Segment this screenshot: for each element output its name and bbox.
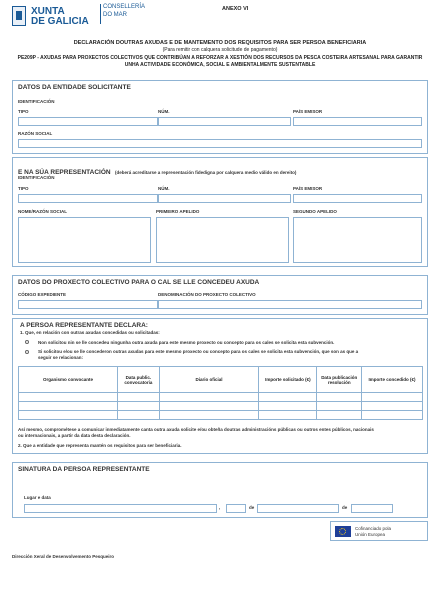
de-sep-1: de [249,505,255,510]
other-aids-table [18,366,423,420]
logo-divider [100,4,101,24]
table-header-row [19,367,423,393]
razon-field[interactable] [18,139,422,148]
th-importe-concedido: Importe concedido (€) [361,367,422,393]
denominacion-label: DENOMINACIÓN DO PROXECTO COLECTIVO [158,292,256,297]
declara-item-2: 2. Que a entidade que representa mantén os requisitos para ser beneficiaria. [18,443,182,448]
section-representacion-header: E NA SÚA REPRESENTACIÓN [18,169,111,176]
document-title: DECLARACIÓN DOUTRAS AXUDAS E DE MANTEMENTO DOS REQUISITOS PARA SER PERSOA BENEFICIARIA [73,40,367,46]
option-si-line2: seguir se relacionan: [38,355,84,360]
option-non-radio[interactable] [25,340,29,344]
footer-text: Dirección Xeral de Desenvolvemento Pesqueiro [12,554,115,559]
section-representacion-heading [18,161,296,179]
option-si-line1: Si solicitou e/ou se lle concederon outras axudas para este mesmo proxecto ou concepto para os cales se solicita esta subvención, que son as que a [38,349,359,354]
pais-field[interactable] [293,194,422,203]
razon-label: RAZÓN SOCIAL [18,131,53,136]
section-solicitante [12,80,428,154]
compromiso-text [18,427,374,439]
day-field[interactable] [226,504,246,513]
section-representacion [12,157,428,267]
section-proxecto-header: DATOS DO PROXECTO COLECTIVO PARA O CAL SE LLE CONCEDEU AXUDA [18,279,260,286]
nombre-label: NOME/RAZÓN SOCIAL [18,209,67,214]
pais-label: PAÍS EMISOR [293,186,323,191]
declara-item-1: 1. Que, en relación con outras axudas concedidas ou solicitadas: [20,330,160,335]
apelido1-field[interactable] [156,217,289,263]
apelido2-field[interactable] [293,217,422,263]
identificacion-label: IDENTIFICACIÓN [18,175,55,180]
lugar-data-label: Lugar e data [24,495,51,500]
logo-text-line1: XUNTA [31,6,65,17]
year-field[interactable] [351,504,393,513]
tipo-field[interactable] [18,194,158,203]
option-si-radio[interactable] [25,350,29,354]
th-diario: Diario oficial [159,367,259,393]
procedure-code [12,55,428,68]
option-non-text: Non solicitou nin se lle concedeu ningunha outra axuda para este mesmo proxecto ou concepto para os cales se solicita esta subvención. [38,340,335,345]
conselleria-line1: CONSELLERÍA [103,4,146,10]
table-row[interactable] [19,393,423,402]
section-declara [12,318,428,454]
eu-cofinancing-badge [330,521,428,541]
table-row[interactable] [19,411,423,420]
lugar-field[interactable] [24,504,217,513]
compromiso-line1: Así mesmo, comprométese a comunicar inmediatamente canta outra axuda solicite e/ou obteña doutras administracións públicas ou outros entes públicos, nacionais [18,427,374,432]
th-data-resolucion: Data publicación resolución [317,367,362,393]
table-row[interactable] [19,402,423,411]
procedure-line1: PE209P - AXUDAS PARA PROXECTOS COLECTIVOS QUE CONTRIBÚAN A REFORZAR A XESTIÓN DOS RECURSOS DA PESCA COSTEIRA ARTESANAL PARA GARANTIR [17,55,423,61]
apelido1-label: PRIMEIRO APELIDO [156,209,200,214]
eu-text [355,526,391,538]
denominacion-field[interactable] [158,300,422,309]
logo-text [31,7,89,27]
pais-label: PAÍS EMISOR [293,109,323,114]
th-importe-solicitado: Importe solicitado (€) [259,367,317,393]
th-organismo: Organismo convocante [19,367,118,393]
xunta-logo [12,6,102,32]
num-field[interactable] [158,117,291,126]
num-label: NÚM. [158,186,170,191]
num-label: NÚM. [158,109,170,114]
eu-flag-icon [335,526,351,537]
section-sinatura-header: SINATURA DA PERSOA REPRESENTANTE [18,466,150,473]
compromiso-line2: ou internacionais, a partir da data desta declaración. [18,433,131,438]
month-field[interactable] [257,504,339,513]
option-si-text [38,349,358,361]
nombre-field[interactable] [18,217,151,263]
pais-field[interactable] [293,117,422,126]
section-solicitante-header: DATOS DA ENTIDADE SOLICITANTE [18,84,131,91]
anexo-label: ANEXO VI [222,6,249,12]
num-field[interactable] [158,194,291,203]
conselleria-line2: DO MAR [103,12,127,18]
codigo-label: CÓDIGO EXPEDIENTE [18,292,67,297]
logo-text-line2: DE GALICIA [31,16,89,27]
tipo-field[interactable] [18,117,158,126]
eu-text-line1: Cofinanciado pola [355,526,392,531]
comma-sep: , [219,505,221,510]
section-declara-header: A PERSOA REPRESENTANTE DECLARA: [20,322,148,329]
coat-of-arms-icon [12,6,26,26]
apelido2-label: SEGUNDO APELIDO [293,209,337,214]
eu-text-line2: Unión Europea [355,532,386,537]
document-subtitle: (Para remitir con calquera solicitude de pagamento) [162,47,278,53]
representacion-note: (deberá acreditarse a representación fidedigna por calquera medio válido en dereito) [115,170,297,175]
procedure-line2: UNHA ACTIVIDADE ECONÓMICA, SOCIAL E AMBIENTALMENTE SUSTENTABLE [124,61,316,68]
identificacion-label: IDENTIFICACIÓN [18,99,55,104]
section-sinatura [12,462,428,518]
tipo-label: TIPO [18,109,29,114]
tipo-label: TIPO [18,186,29,191]
th-data-convocatoria: Data public. convocatoria [118,367,160,393]
section-proxecto [12,275,428,315]
conselleria-name [103,3,145,19]
de-sep-2: de [342,505,348,510]
codigo-field[interactable] [18,300,158,309]
